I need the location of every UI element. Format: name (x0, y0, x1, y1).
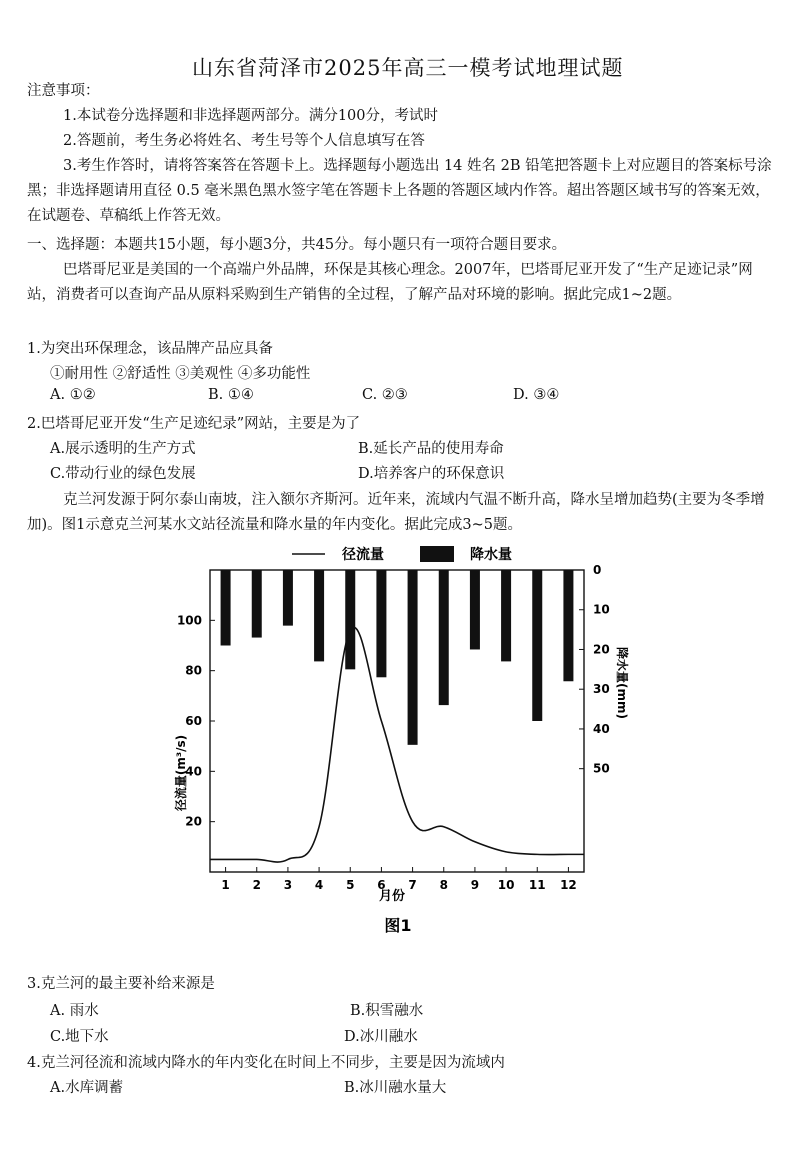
material-text: 克兰河发源于阿尔泰山南坡，注入额尔齐斯河。近年来，流域内气温不断升高，降水呈增加趋势(主要为冬季增加)。图1示意克兰河某水文站径流量和降水量的年内变化。据此完成3~5题。 (27, 492, 765, 533)
question-stem: 4.克兰河径流和流域内降水的年内变化在时间上不同步，主要是因为流域内 (27, 1055, 505, 1071)
precip-bar-month-11 (532, 570, 542, 721)
option-c: C.带动行业的绿色发展 (50, 466, 196, 482)
y-left-tick-label: 20 (185, 814, 202, 829)
option-d: D.冰川融水 (344, 1029, 418, 1045)
legend-precip-swatch (420, 546, 454, 562)
chart-legend (292, 546, 512, 563)
option-c: C.地下水 (50, 1029, 109, 1045)
x-tick-label: 10 (497, 878, 515, 892)
figure-caption: 图1 (384, 916, 412, 935)
option-b: B.延长产品的使用寿命 (358, 441, 504, 457)
x-tick-label: 11 (528, 878, 546, 892)
y-left-tick-label: 60 (185, 714, 202, 728)
precip-bar-month-1 (221, 570, 231, 646)
y-right-tick-label: 50 (593, 761, 610, 776)
precip-bar-month-3 (283, 570, 293, 626)
option-a: A.水库调蓄 (50, 1080, 124, 1096)
option-d: D.培养客户的环保意识 (358, 466, 505, 482)
precip-bar-month-7 (408, 570, 418, 745)
plot-frame (210, 570, 584, 872)
x-tick-label: 5 (346, 878, 355, 892)
option-a: A.展示透明的生产方式 (50, 441, 196, 457)
notice-item: 3.考生作答时，请将答案答在答题卡上。选择题每小题选出 14 姓名 2B 铅笔把答题卡上对应题目的答案标号涂黑；非选择题请用直径 0.5 毫米黑色黑水签字笔在答题卡上各题的答题区域内作答。超出答题区域书写的答案无效，在试题卷、草稿纸上作答无效。 (27, 158, 772, 224)
x-tick-label: 8 (439, 878, 448, 892)
notice-item: 2.答题前，考生务必将姓名、考生号等个人信息填写在答 (63, 133, 425, 149)
section-heading: 一、选择题：本题共15小题，每小题3分，共45分。每小题只有一项符合题目要求。 (27, 237, 567, 253)
x-tick-label: 9 (470, 878, 480, 892)
x-tick-label: 7 (408, 878, 417, 892)
x-tick-label: 6 (377, 878, 386, 892)
option-b: B. ①④ (208, 387, 254, 403)
y-axis-right-label: 降水量(mm) (615, 647, 629, 719)
option-a: A. 雨水 (50, 1003, 99, 1019)
y-right-tick-label: 20 (593, 642, 610, 657)
x-tick-label: 12 (560, 878, 577, 892)
option-a: A. ①② (50, 387, 96, 403)
option-c: C. ②③ (362, 387, 408, 403)
x-tick-label: 4 (314, 878, 324, 892)
option-d: D. ③④ (513, 387, 560, 403)
option-b: B.积雪融水 (350, 1003, 424, 1019)
precip-bar-month-12 (563, 570, 573, 681)
precip-bar-month-6 (376, 570, 386, 677)
x-axis-label: 月份 (378, 889, 406, 904)
notice-heading: 注意事项： (27, 83, 100, 99)
y-axis-left-label: 径流量(m³/s) (174, 734, 188, 812)
question-stem: 1.为突出环保理念，该品牌产品应具备 (27, 341, 273, 357)
y-right-tick-label: 40 (593, 721, 610, 736)
precip-bar-month-10 (501, 570, 511, 661)
y-right-tick-label: 30 (593, 682, 610, 697)
legend-runoff-label: 径流量 (342, 547, 384, 563)
x-tick-label: 2 (252, 878, 261, 892)
notice-item: 1.本试卷分选择题和非选择题两部分。满分100分，考试时 (63, 108, 439, 124)
chart-figure (0, 538, 800, 938)
runoff-line (210, 627, 584, 862)
legend-precip-label: 降水量 (470, 547, 512, 563)
precip-bar-month-9 (470, 570, 480, 649)
x-tick-label: 3 (283, 878, 293, 892)
question-features: ①耐用性 ②舒适性 ③美观性 ④多功能性 (50, 366, 311, 382)
precip-bar-month-8 (439, 570, 449, 705)
precip-bar-month-5 (345, 570, 355, 669)
y-left-tick-label: 100 (176, 613, 202, 628)
precip-bar-month-4 (314, 570, 324, 661)
y-left-tick-label: 80 (185, 663, 202, 678)
option-b: B.冰川融水量大 (344, 1080, 447, 1096)
material-text: 巴塔哥尼亚是美国的一个高端户外品牌，环保是其核心理念。2007年，巴塔哥尼亚开发了“生产足迹记录”网站，消费者可以查询产品从原料采购到生产销售的全过程，了解产品对环境的影响。据此完成1~2题。 (27, 262, 753, 303)
question-stem: 2.巴塔哥尼亚开发“生产足迹纪录”网站，主要是为了 (27, 416, 361, 432)
precip-bar-month-2 (252, 570, 262, 638)
question-stem: 3.克兰河的最主要补给来源是 (27, 976, 215, 992)
x-tick-label: 1 (221, 878, 230, 892)
y-left-tick-label: 40 (185, 764, 202, 779)
page-title: 山东省菏泽市2025年高三一模考试地理试题 (192, 56, 624, 80)
y-right-tick-label: 10 (593, 602, 610, 617)
y-right-tick-label: 0 (593, 563, 602, 577)
